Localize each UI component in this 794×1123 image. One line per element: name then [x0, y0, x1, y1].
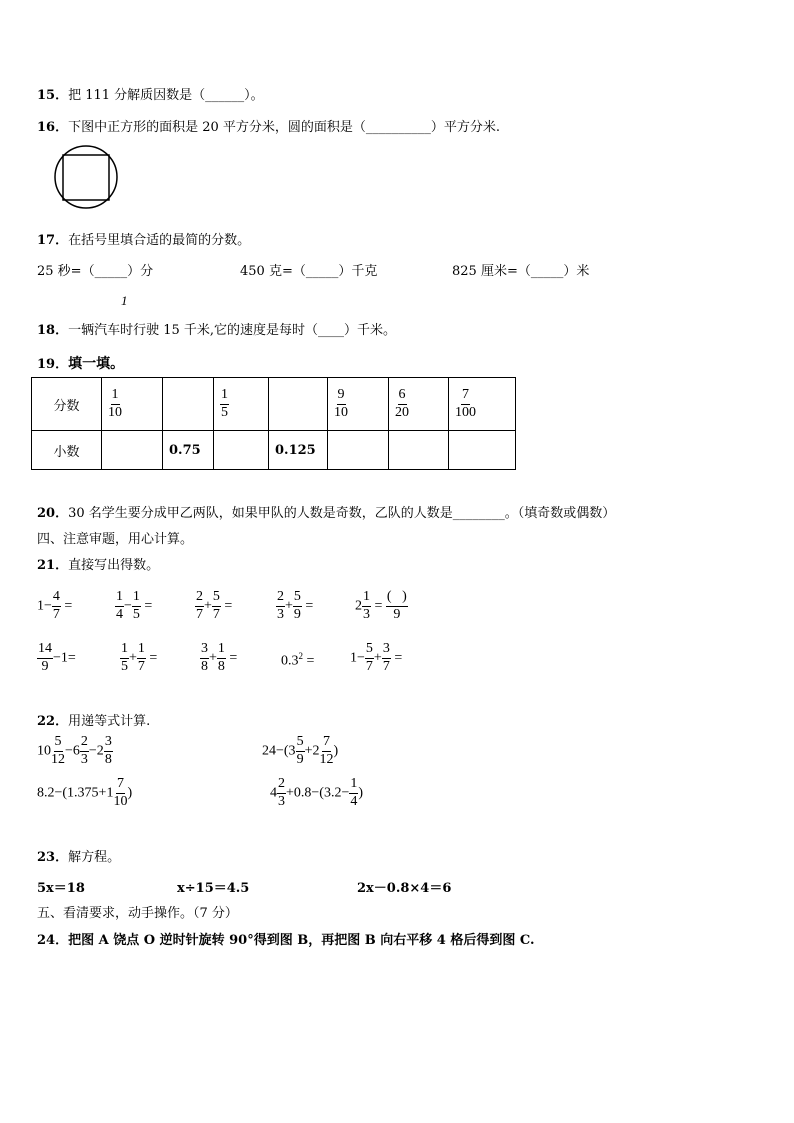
question-15 [37, 84, 264, 103]
table-cell-fraction [328, 378, 389, 431]
question-text: 解方程。 [68, 850, 121, 865]
q17-item-2: 450 克=（_____）千克 [240, 264, 378, 279]
fraction: $\frac{1}{10}$ [108, 386, 122, 420]
calc-expression: 24−(3 $\frac{5}{9}$ +2 $\frac{7}{12}$ ) [262, 734, 339, 767]
question-text: 把 111 分解质因数是（______）。 [68, 88, 264, 103]
question-text-before: 一辆汽车 [68, 323, 121, 338]
question-number: 22． [37, 714, 69, 729]
question-21 [37, 554, 159, 573]
calc-expression: $\frac{3}{8}$ + $\frac{1}{8}$ = [201, 641, 238, 674]
calc-expression: 10 $\frac{5}{12}$ −6 $\frac{2}{3}$ −2 $\frac{3}{8}$ [37, 734, 112, 767]
question-text-after: 时行驶 15 千米,它的速度是每时（____）千米。 [120, 323, 397, 338]
calc-expression: 2 $\frac{1}{3}$ = $\frac{( )}{9}$ [355, 589, 407, 622]
calc-expression: $0.3^2$ = [281, 651, 315, 669]
table-cell-decimal [328, 431, 389, 470]
table-header-fraction: 分数 [32, 378, 102, 431]
calc-expression: $\frac{2}{3}$ + $\frac{5}{9}$ = [277, 589, 314, 622]
question-17 [37, 229, 250, 248]
table-cell-fraction [102, 378, 163, 431]
section-4-heading: 四、注意审题，用心计算。 [37, 532, 194, 547]
question-22 [37, 710, 150, 729]
table-cell-decimal: 0.75 [163, 431, 214, 470]
question-text: 直接写出得数。 [68, 558, 160, 573]
question-23 [37, 846, 120, 865]
equation: 5x＝18 [37, 881, 85, 896]
equation: x÷15＝4.5 [177, 881, 250, 896]
square-shape [63, 155, 109, 200]
calc-expression: $\frac{14}{9}$ −1= [38, 641, 76, 674]
calc-expression: 4 $\frac{2}{3}$ +0.8−(3.2− $\frac{1}{4}$ ) [270, 776, 364, 809]
section-5-heading: 五、看清要求，动手操作。（7 分） [37, 906, 238, 921]
table-cell-fraction [163, 378, 214, 431]
question-text: 30 名学生要分成甲乙两队，如果甲队的人数是奇数，乙队的人数是________。（填奇数或偶数） [68, 506, 616, 521]
question-number: 17． [37, 233, 69, 248]
table-row-decimals [32, 431, 516, 470]
calc-expression: 8.2−(1.375+1 $\frac{7}{10}$ ) [37, 776, 133, 809]
table-cell-fraction [269, 378, 328, 431]
fraction: $\frac{9}{10}$ [334, 386, 348, 420]
question-number: 16． [37, 120, 69, 135]
table-header-decimal: 小数 [32, 431, 102, 470]
calc-expression: $\frac{1}{5}$ + $\frac{1}{7}$ = [121, 641, 158, 674]
fraction-decimal-table [31, 377, 516, 470]
q17-item-1: 25 秒=（_____）分 [37, 264, 154, 279]
question-number: 15． [37, 88, 69, 103]
fraction: $\frac{1}{5}$ [221, 386, 228, 420]
table-cell-fraction [389, 378, 449, 431]
table-cell-fraction [214, 378, 269, 431]
question-16 [37, 116, 500, 135]
calc-expression: $\frac{2}{7}$ + $\frac{5}{7}$ = [196, 589, 233, 622]
question-text: 下图中正方形的面积是 20 平方分米，圆的面积是（__________）平方分米. [68, 120, 501, 135]
question-24 [37, 929, 535, 948]
table-cell-decimal: 0.125 [269, 431, 328, 470]
question-text: 把图 A 饶点 O 逆时针旋转 90°得到图 B，再把图 B 向右平移 4 格后得到图 C. [68, 933, 535, 948]
calc-expression: 1− $\frac{4}{7}$ = [37, 589, 73, 622]
calc-expression: 1− $\frac{5}{7}$ + $\frac{3}{7}$ = [350, 641, 403, 674]
question-text: 用递等式计算. [68, 714, 151, 729]
question-number: 19． [37, 357, 69, 372]
question-19 [37, 353, 124, 373]
fraction: $\frac{7}{100}$ [455, 386, 476, 420]
table-cell-decimal [102, 431, 163, 470]
question-text: 填一填。 [68, 356, 125, 372]
table-cell-decimal [449, 431, 516, 470]
question-number: 24． [37, 933, 69, 948]
table-row-fractions [32, 378, 516, 431]
fraction: $\frac{6}{20}$ [395, 386, 409, 420]
table-cell-fraction [449, 378, 516, 431]
question-20 [37, 502, 615, 521]
question-number: 21． [37, 558, 69, 573]
calc-expression: $\frac{1}{4}$ − $\frac{1}{5}$ = [116, 589, 153, 622]
question-number: 18． [37, 323, 69, 338]
question-number: 20． [37, 506, 69, 521]
table-cell-decimal [214, 431, 269, 470]
table-cell-decimal [389, 431, 449, 470]
question-number: 23． [37, 850, 69, 865]
circle-square-figure [48, 145, 128, 211]
q17-item-3: 825 厘米=（_____）米 [452, 264, 590, 279]
question-text: 在括号里填合适的最简的分数。 [68, 233, 251, 248]
question-18 [37, 319, 396, 338]
equation: 2x－0.8×4＝6 [357, 881, 452, 896]
q18-fraction-top: 1 [121, 293, 128, 308]
